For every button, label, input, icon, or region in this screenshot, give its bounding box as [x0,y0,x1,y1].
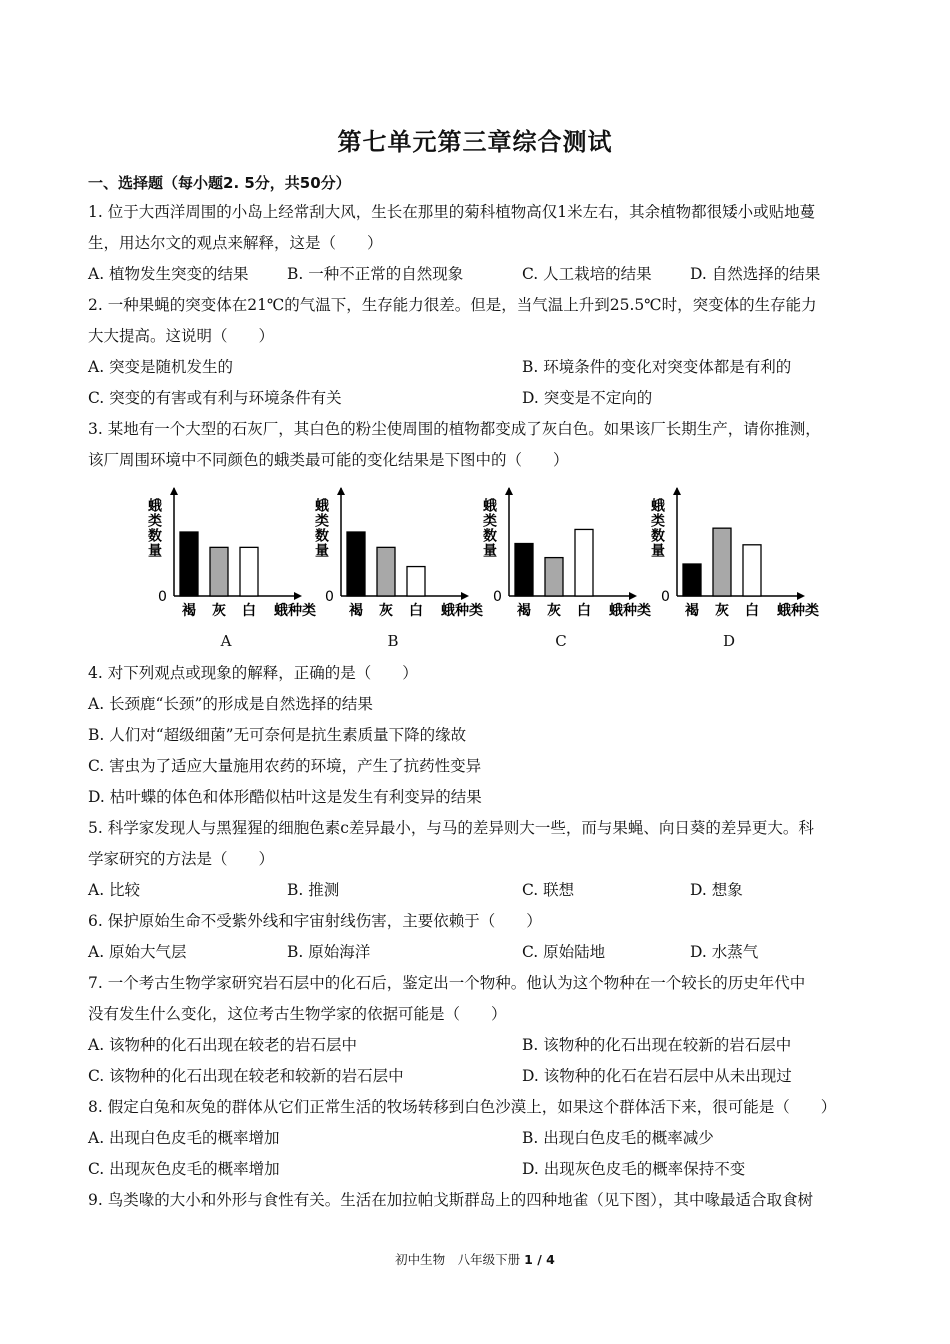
q1-option-b: B. 一种不正常的自然现象 [287,265,464,283]
q1-option-d: D. 自然选择的结果 [690,265,821,283]
chart-b-svg [307,478,483,628]
q4-option-c: C. 害虫为了适应大量施用农药的环境，产生了抗药性变异 [88,757,482,775]
chart-b-label: B [387,632,399,650]
question-1-line-2: 生，用达尔文的观点来解释，这是（ ） [88,234,383,252]
question-2-line-2: 大大提高。这说明（ ） [88,327,275,345]
y-axis-label: 蛾类数量 [146,498,162,558]
question-2-line-1: 2. 一种果蝇的突变体在21℃的气温下，生存能力很差。但是，当气温上升到25.5℃时，突变体的生存能力 [88,296,817,314]
axis-origin: 0 [661,589,670,605]
q4-option-a: A. 长颈鹿“长颈”的形成是自然选择的结果 [88,695,373,713]
q8-option-c: C. 出现灰色皮毛的概率增加 [88,1160,280,1178]
chart-a [140,478,316,658]
q2-option-a: A. 突变是随机发生的 [88,358,234,376]
q5-option-d: D. 想象 [690,881,743,899]
bar-灰 [545,558,563,596]
question-5-line-1: 5. 科学家发现人与黑猩猩的细胞色素c差异最小，与马的差异则大一些，而与果蝇、向日葵的差异更大。科 [88,819,814,837]
page-number: 1 / 4 [524,1252,555,1267]
question-7-line-1: 7. 一个考古生物学家研究岩石层中的化石后，鉴定出一个物种。他认为这个物种在一个较长的历史年代中 [88,974,806,992]
q6-option-c: C. 原始陆地 [522,943,606,961]
q6-option-b: B. 原始海洋 [287,943,371,961]
category-label: 白 [745,603,759,619]
category-label: 褐 [685,603,699,619]
q7-option-d: D. 该物种的化石在岩石层中从未出现过 [522,1067,792,1085]
section-heading: 一、选择题（每小题2. 5分，共50分） [88,174,351,192]
question-3-line-1: 3. 某地有一个大型的石灰厂，其白色的粉尘使周围的植物都变成了灰白色。如果该厂长期生产，请你推测， [88,420,821,438]
q4-option-b: B. 人们对“超级细菌”无可奈何是抗生素质量下降的缘故 [88,726,467,744]
y-axis-label: 蛾类数量 [481,498,497,558]
category-label: 灰 [212,603,226,619]
q2-option-c: C. 突变的有害或有利与环境条件有关 [88,389,342,407]
x-axis-arrow [294,592,302,600]
q5-option-c: C. 联想 [522,881,575,899]
question-1-line-1: 1. 位于大西洋周围的小岛上经常刮大风，生长在那里的菊科植物高仅1米左右，其余植物都很矮小或贴地蔓 [88,203,816,221]
bar-白 [575,529,593,596]
x-axis-arrow [797,592,805,600]
axis-origin: 0 [493,589,502,605]
question-8-line-1: 8. 假定白兔和灰兔的群体从它们正常生活的牧场转移到白色沙漠上，如果这个群体活下来，很可能是（ ） [88,1098,837,1116]
chart-b [307,478,483,658]
q6-option-d: D. 水蒸气 [690,943,759,961]
axis-origin: 0 [325,589,334,605]
category-label: 褐 [517,603,531,619]
x-axis-label: 蛾种类 [777,603,819,619]
question-7-line-2: 没有发生什么变化，这位考古生物学家的依据可能是（ ） [88,1005,507,1023]
bar-灰 [210,547,228,596]
q8-option-a: A. 出现白色皮毛的概率增加 [88,1129,280,1147]
x-axis-arrow [461,592,469,600]
q1-option-a: A. 植物发生突变的结果 [88,265,249,283]
chart-c [475,478,651,658]
chart-a-svg [140,478,316,628]
chart-d-svg [643,478,819,628]
x-axis-arrow [629,592,637,600]
y-axis-arrow [170,487,178,495]
q2-option-b: B. 环境条件的变化对突变体都是有利的 [522,358,792,376]
q6-option-a: A. 原始大气层 [88,943,187,961]
chart-a-label: A [220,632,232,650]
category-label: 白 [577,603,591,619]
bar-灰 [377,547,395,596]
question-3-line-2: 该厂周围环境中不同颜色的蛾类最可能的变化结果是下图中的（ ） [88,451,569,469]
bar-褐 [180,532,198,596]
chart-c-label: C [555,632,567,650]
q7-option-b: B. 该物种的化石出现在较新的岩石层中 [522,1036,792,1054]
category-label: 灰 [715,603,729,619]
q8-option-d: D. 出现灰色皮毛的概率保持不变 [522,1160,746,1178]
q1-option-c: C. 人工栽培的结果 [522,265,652,283]
question-5-line-2: 学家研究的方法是（ ） [88,850,275,868]
category-label: 褐 [349,603,363,619]
y-axis-arrow [337,487,345,495]
bar-褐 [515,544,533,596]
q5-option-a: A. 比较 [88,881,141,899]
q8-option-b: B. 出现白色皮毛的概率减少 [522,1129,714,1147]
x-axis-label: 蛾种类 [441,603,483,619]
bar-灰 [713,528,731,596]
x-axis-label: 蛾种类 [274,603,316,619]
category-label: 褐 [182,603,196,619]
q4-option-d: D. 枯叶蝶的体色和体形酷似枯叶这是发生有利变异的结果 [88,788,482,806]
axis-origin: 0 [158,589,167,605]
q2-option-d: D. 突变是不定向的 [522,389,653,407]
q5-option-b: B. 推测 [287,881,340,899]
chart-c-svg [475,478,651,628]
chart-d-label: D [722,632,736,650]
y-axis-arrow [673,487,681,495]
question-4-line-1: 4. 对下列观点或现象的解释，正确的是（ ） [88,664,418,682]
category-label: 灰 [547,603,561,619]
page-footer [0,1250,950,1268]
category-label: 白 [409,603,423,619]
footer-text: 初中生物 八年级下册 [395,1252,521,1267]
bar-白 [240,547,258,596]
category-label: 灰 [379,603,393,619]
category-label: 白 [242,603,256,619]
bar-白 [743,545,761,596]
x-axis-label: 蛾种类 [609,603,651,619]
y-axis-label: 蛾类数量 [649,498,665,558]
question-9-line-1: 9. 鸟类喙的大小和外形与食性有关。生活在加拉帕戈斯群岛上的四种地雀（见下图），其中喙最适合取食树 [88,1191,813,1209]
bar-白 [407,567,425,596]
question-6-line-1: 6. 保护原始生命不受紫外线和宇宙射线伤害，主要依赖于（ ） [88,912,542,930]
q7-option-a: A. 该物种的化石出现在较老的岩石层中 [88,1036,358,1054]
page-title: 第七单元第三章综合测试 [337,128,613,156]
y-axis-label: 蛾类数量 [313,498,329,558]
y-axis-arrow [505,487,513,495]
moth-charts [140,478,840,658]
chart-d [643,478,819,658]
bar-褐 [347,532,365,596]
bar-褐 [683,564,701,596]
q7-option-c: C. 该物种的化石出现在较老和较新的岩石层中 [88,1067,404,1085]
